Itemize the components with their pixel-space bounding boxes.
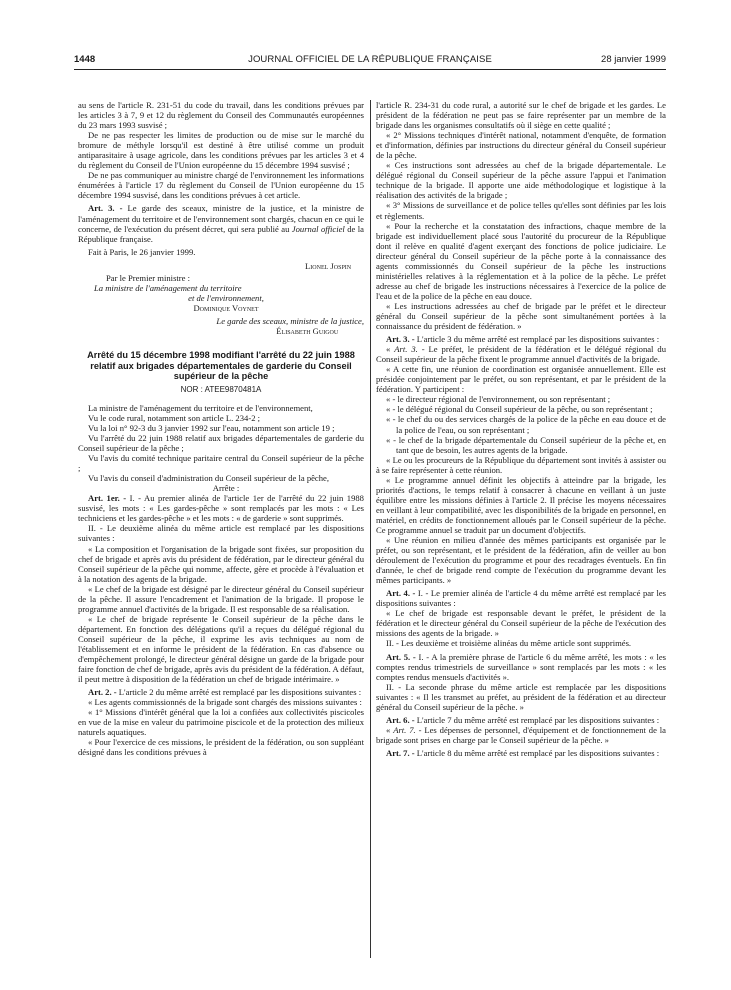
quoted-article-7: « Art. 7. - Les dépenses de personnel, d'équipement et de fonctionnement de la brigade sont prises en charge par le Conseil supérieur de la pêche. » [376, 724, 667, 745]
quoted-paragraph: « 2° Missions techniques d'intérêt national, notamment d'enquête, de formation et d'information, définies par instructions du directeur général du Conseil supérieur de la pêche. [376, 130, 666, 161]
paragraph: De ne pas communiquer au ministre chargé de l'environnement les informations énumérées à l'article 17 du règlement du Conseil de l'Union européenne du 15 décembre 1994 susvisé, dans les conditions prévues à cet article. [78, 170, 364, 201]
signature-voynet: Dominique Voynet [193, 302, 259, 313]
list-item: « - le chef de la brigade départementale du Conseil supérieur de la pêche et, en tant que de besoin, les autres agents de la brigade. [386, 434, 666, 455]
article-label: Art. 3. - [88, 203, 123, 214]
paragraph: l'article R. 234-31 du code rural, a autorité sur le chef de brigade et les gardes. Le président de la fédération ne peut pas se faire représenter par un membre de la brigade dans les organismes consultatifs où il siège en cette qualité ; [376, 100, 666, 131]
visa: Vu le code rural, notamment son article L. 234-2 ; [88, 412, 261, 423]
article-label: Art. 1er. - [88, 493, 127, 504]
article-1-paragraph: Art. 1er. - I. - Au premier alinéa de l'article 1er de l'arrêté du 22 juin 1988 susvisé, les mots : « Les gardes-pêche » sont remplacés par les mots : « Les techniciens et les gardes-pêche » et les mots : « de garderie » sont supprimés. [78, 493, 364, 524]
quoted-paragraph: « Pour l'exercice de ces missions, le président de la fédération, ou son suppléant désigné dans les conditions prévues à [78, 737, 364, 758]
quoted-paragraph: « Le ou les procureurs de la République du département sont invités à assister ou à se faire représenter à cette réunion. [376, 454, 666, 475]
quoted-paragraph: « Le programme annuel définit les objectifs à atteindre par la brigade, les priorités d'actions, le temps relatif à consacrer à chacune en veillant à un juste équilibre entre les missions définies à l'article 2. Il précise les moyens nécessaires en veillant à leur compatibilité, avec les disponibilités de la brigade en personnel, en matériel, en crédits de fonctionnement alloués par le Conseil supérieur de la pêche. Ce programme annuel se traduit par un document d'objectifs. [376, 474, 666, 535]
issue-date: 28 janvier 1999 [601, 54, 666, 65]
quoted-paragraph: « 3° Missions de surveillance et de police telles qu'elles sont définies par les lois et règlements. [376, 200, 666, 221]
ministre-amenagement-title: La ministre de l'aménagement du territoire [94, 282, 242, 293]
quoted-paragraph: « Les instructions adressées au chef de brigade par le préfet et le directeur général du Conseil supérieur de la pêche sont simultanément portées à la connaissance du président de fédération. » [376, 300, 666, 332]
quoted-paragraph: « A cette fin, une réunion de coordination est organisée annuellement. Elle est présidée conjointement par le préfet, ou son représentant, et par le président de la fédération. Y participent : [376, 364, 666, 395]
left-column [78, 100, 364, 758]
fait-a-paris: Fait à Paris, le 26 janvier 1999. [88, 246, 196, 257]
decree-title: Arrêté du 15 décembre 1998 modifiant l'arrêté du 22 juin 1988 relatif aux brigades départementales de garderie du Conseil supérieur de la pêche [87, 350, 355, 382]
list-item: « - le délégué régional du Conseil supérieur de la pêche, ou son représentant ; [386, 404, 653, 415]
quoted-paragraph: « Une réunion en milieu d'année des mêmes participants est organisée par le préfet, ou son représentant, et le président de la fédération, afin de veiller au bon déroulement de l'exécution du programme et pour des recadrages éventuels. En fin d'année, le chef de brigade rend compte de l'exécution du programme devant les mêmes participants. » [376, 535, 666, 586]
quoted-article-3: « Art. 3. - Le préfet, le président de la fédération et le délégué régional du Conseil supérieur de la pêche fixent le programme annuel d'activités de la brigade. [376, 344, 666, 365]
paragraph: II. - Les deuxième et troisième alinéas du même article sont supprimés. [386, 638, 632, 649]
article-label: Art. 4. - [386, 588, 416, 599]
quoted-paragraph: « Les agents commissionnés de la brigade sont chargés des missions suivantes : [88, 697, 362, 708]
quoted-paragraph: « Le chef de brigade représente le Conseil supérieur de la pêche dans le département. En fonction des délégations qu'il a reçues du délégué régional du Conseil supérieur de la pêche, il exprime les avis techniques au nom de l'établissement et en informe le président de la fédération. En cas d'absence ou d'empêchement prolongé, le directeur général désigne un garde de la brigade pour faire fonction de chef de brigade, après avis du président de la fédération. A défaut, il peut mettre à disposition de la fédération un chef de brigade intérimaire. » [78, 613, 364, 685]
garde-des-sceaux-title: Le garde des sceaux, ministre de la justice, [216, 315, 364, 326]
visa: Vu la loi n° 92-3 du 3 janvier 1992 sur l'eau, notamment son article 19 ; [88, 422, 335, 433]
article-label: Art. 3. - [386, 334, 415, 345]
header-rule [74, 69, 666, 70]
paragraph: De ne pas respecter les limites de production ou de mise sur le marché du bromure de méthyle lorsqu'il est destiné à être utilisé comme un produit antiparasitaire à usage agricole, dans les conditions prévues par les articles 3 et 4 du règlement du Conseil de l'Union européenne du 15 décembre 1994 susvisé ; [78, 130, 364, 171]
article-label: Art. 5. - [386, 651, 416, 662]
page-header [74, 52, 666, 68]
page-number: 1448 [74, 54, 96, 65]
visa: Vu l'avis du conseil d'administration du Conseil supérieur de la pêche, [88, 473, 330, 484]
par-premier-ministre: Par le Premier ministre : [106, 272, 191, 283]
quoted-paragraph: « Le chef de brigade est responsable devant le préfet, le président de la fédération et le directeur général du Conseil supérieur de la pêche de l'exécution des missions des agents de la brigade. » [376, 608, 666, 639]
article-label: Art. 2. - [88, 687, 117, 698]
visa: Vu l'avis du comité technique paritaire central du Conseil supérieur de la pêche ; [78, 453, 364, 474]
article-label: Art. 7. - [386, 747, 415, 758]
article-2-paragraph: Art. 2. - L'article 2 du même arrêté est remplacé par les dispositions suivantes : [88, 687, 362, 698]
paragraph: II. - La seconde phrase du même article est remplacée par les dispositions suivantes : « Il les transmet au préfet, au président de la fédération et au directeur général du Conseil supérieur de la pêche. » [376, 681, 666, 712]
quoted-paragraph: « Le chef de la brigade est désigné par le directeur général du Conseil supérieur de la pêche. Il assure l'encadrement et l'animation de la brigade. Il propose le programme annuel d'activités de la brigade. Il est responsable de sa réalisation. [78, 583, 364, 614]
article-3-amend-paragraph: Art. 3. - L'article 3 du même arrêté est remplacé par les dispositions suivantes : [386, 334, 660, 345]
signature-jospin: Lionel Jospin [305, 260, 352, 271]
arrete-heading: Arrête : [212, 483, 240, 494]
participants-list [376, 394, 666, 454]
visa: Vu l'arrêté du 22 juin 1988 relatif aux brigades départementales de garderie du Conseil supérieur de la pêche ; [78, 433, 364, 454]
quoted-paragraph: « Ces instructions sont adressées au chef de la brigade départementale. Le délégué régional du Conseil supérieur de la pêche assure l'appui et l'animation technique de la brigade. Il apporte une aide méthodologique et logistique à la réalisation des activités de la brigade ; [376, 160, 666, 201]
article-5-paragraph: Art. 5. - I. - A la première phrase de l'article 6 du même arrêté, les mots : « les comptes rendus trimestriels de surveillance » sont remplacés par les mots : « les comptes rendus mensuels d'activités ». [376, 651, 666, 682]
quoted-paragraph: « 1° Missions d'intérêt général que la loi a confiées aux collectivités piscicoles en vue de la mise en valeur du patrimoine piscicole et de la protection des milieux naturels aquatiques. [78, 707, 364, 738]
paragraph: II. - Le deuxième alinéa du même article est remplacé par les dispositions suivantes : [78, 523, 364, 544]
quoted-paragraph: « Pour la recherche et la constatation des infractions, chaque membre de la brigade est individuellement placé sous l'autorité du procureur de la République dont il relève en qualité d'agent exerçant des fonctions de police judiciaire. Le directeur général du Conseil supérieur de la pêche porte à la connaissance des agents commissionnés du Conseil supérieur de la pêche les instructions ministérielles relatives à la réglementation et à la police de la pêche. Le préfet adresse au chef de brigade les instructions nécessaires à l'exercice de la police de l'eau et de la police de la pêche en eau douce. [376, 220, 666, 301]
nor-reference: NOR : ATEE9870481A [180, 384, 262, 394]
visa: La ministre de l'aménagement du territoire et de l'environnement, [88, 402, 313, 413]
article-6-paragraph: Art. 6. - L'article 7 du même arrêté est remplacé par les dispositions suivantes : [386, 714, 660, 725]
signature-guigou: Élisabeth Guigou [276, 325, 339, 336]
journal-title: JOURNAL OFFICIEL DE LA RÉPUBLIQUE FRANÇAISE [248, 54, 492, 65]
right-column [376, 100, 666, 758]
paragraph: au sens de l'article R. 231-51 du code du travail, dans les conditions prévues par les articles 3 à 7, 9 et 12 du règlement du Conseil des Communautés européennes du 23 mars 1993 susvisé ; [78, 100, 364, 131]
article-7-paragraph: Art. 7. - L'article 8 du même arrêté est remplacé par les dispositions suivantes : [386, 747, 660, 758]
article-4-paragraph: Art. 4. - I. - Le premier alinéa de l'article 4 du même arrêté est remplacé par les dispositions suivantes : [376, 588, 666, 609]
quoted-paragraph: « La composition et l'organisation de la brigade sont fixées, sur proposition du chef de brigade et après avis du président de fédération, par le directeur général du Conseil supérieur de la pêche qui nomme, affecte, gère et procède à l'évaluation et à la notation des agents de la brigade. [78, 543, 364, 584]
journal-officiel-ref: Journal officiel [291, 223, 345, 234]
article-label: Art. 6. - [386, 714, 415, 725]
ministre-amenagement-title-2: et de l'environnement, [188, 292, 264, 303]
article-3-paragraph: Art. 3. - Le garde des sceaux, ministre de la justice, et la ministre de l'aménagement du territoire et de l'environnement sont chargés, chacun en ce qui le concerne, de l'exécution du présent décret, qui sera publié au Journal officiel de la République française. [78, 203, 364, 244]
list-item: « - le directeur régional de l'environnement, ou son représentant ; [386, 394, 611, 405]
list-item: « - le chef du ou des services chargés de la police de la pêche en eau douce et de la police de l'eau, ou son représentant ; [386, 414, 666, 435]
column-divider [370, 100, 371, 958]
